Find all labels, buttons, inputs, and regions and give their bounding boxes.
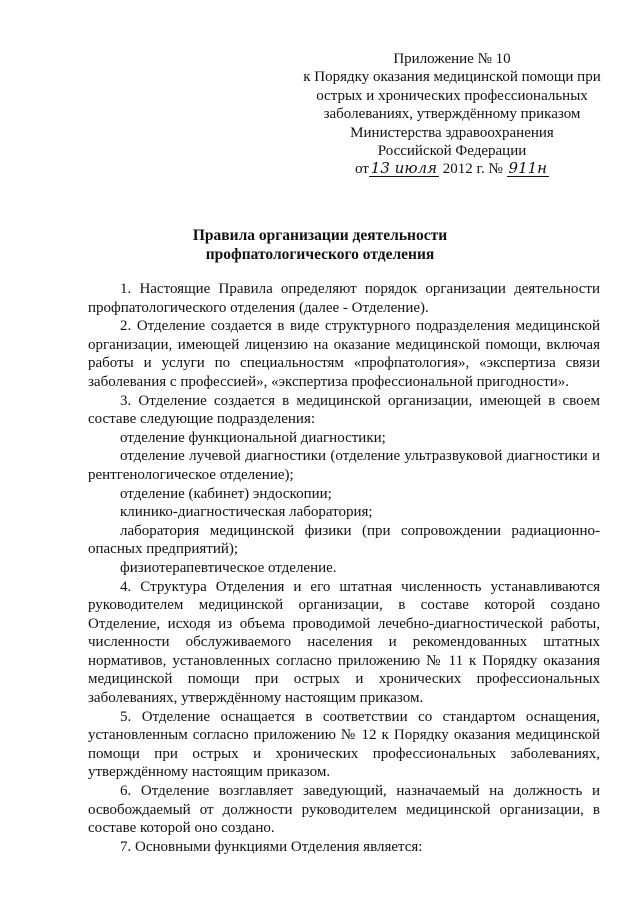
list-item: отделение (кабинет) эндоскопии; (120, 485, 332, 502)
list-item: физиотерапевтическое отделение. (120, 559, 337, 576)
appendix-header (292, 50, 612, 179)
list-item: лаборатория медицинской физики (при сопровождении радиационно-опасных предприятий); (88, 522, 600, 558)
appendix-line: заболеваниях, утверждённому приказом (323, 106, 581, 123)
handwritten-order-number: 911н (508, 159, 548, 178)
list-item: отделение лучевой диагностики (отделение ультразвуковой диагностики и рентгенологическое отделение); (88, 448, 600, 483)
paragraph-3: 3. Отделение создается в медицинской организации, имеющей в своем составе следующие подразделения: (88, 392, 600, 428)
paragraph-1: 1. Настоящие Правила определяют порядок организации деятельности профпатологического отделения (далее - Отделение). (88, 281, 600, 316)
appendix-number: Приложение № 10 (393, 51, 511, 67)
order-date-line (292, 160, 612, 178)
paragraph-6: 6. Отделение возглавляет заведующий, назначаемый на должность и освобождаемый от должности руководителем медицинской организации, в составе которой оно создано. (88, 783, 600, 837)
handwritten-date: 13 июля (370, 159, 438, 178)
document-title (0, 226, 640, 264)
paragraph-4: 4. Структура Отделения и его штатная численность устанавливаются руководителем медицинской организации, в составе которой создано Отделение, исходя из объема проводимой лечебно-диагностической работы, численности обслуживаемого населения и рекомендованных штатных нормативов, установленных согласно приложению № 11 к Порядку оказания медицинской помощи при острых и хронических профессиональных заболеваниях, утверждённому настоящим приказом. (88, 578, 600, 707)
appendix-line: острых и хронических профессиональных (316, 87, 588, 104)
date-suffix: 2012 г. № (442, 161, 503, 178)
appendix-line: Российской Федерации (377, 143, 527, 160)
list-item: отделение функциональной диагностики; (120, 429, 386, 446)
date-prefix: от (354, 161, 369, 178)
appendix-line: Министерства здравоохранения (350, 124, 554, 141)
list-item: клинико-диагностическая лаборатория; (120, 504, 373, 521)
title-line: профпатологического отделения (205, 246, 435, 263)
appendix-line: к Порядку оказания медицинской помощи при (303, 69, 601, 86)
paragraph-7: 7. Основными функциями Отделения является: (120, 838, 423, 855)
title-line: Правила организации деятельности (192, 227, 448, 244)
document-body (88, 280, 600, 856)
paragraph-2: 2. Отделение создается в виде структурного подразделения медицинской организации, имеющей лицензию на оказание медицинской помощи, включая работы и услуги по специальностям «профпатология», «экспертиза связи заболевания с профессией», «экспертиза профессиональной пригодности». (88, 318, 600, 390)
paragraph-5: 5. Отделение оснащается в соответствии со стандартом оснащения, установленным согласно приложению № 12 к Порядку оказания медицинской помощи при острых и хронических профессиональных заболеваниях, утверждённому настоящим приказом. (88, 708, 600, 781)
